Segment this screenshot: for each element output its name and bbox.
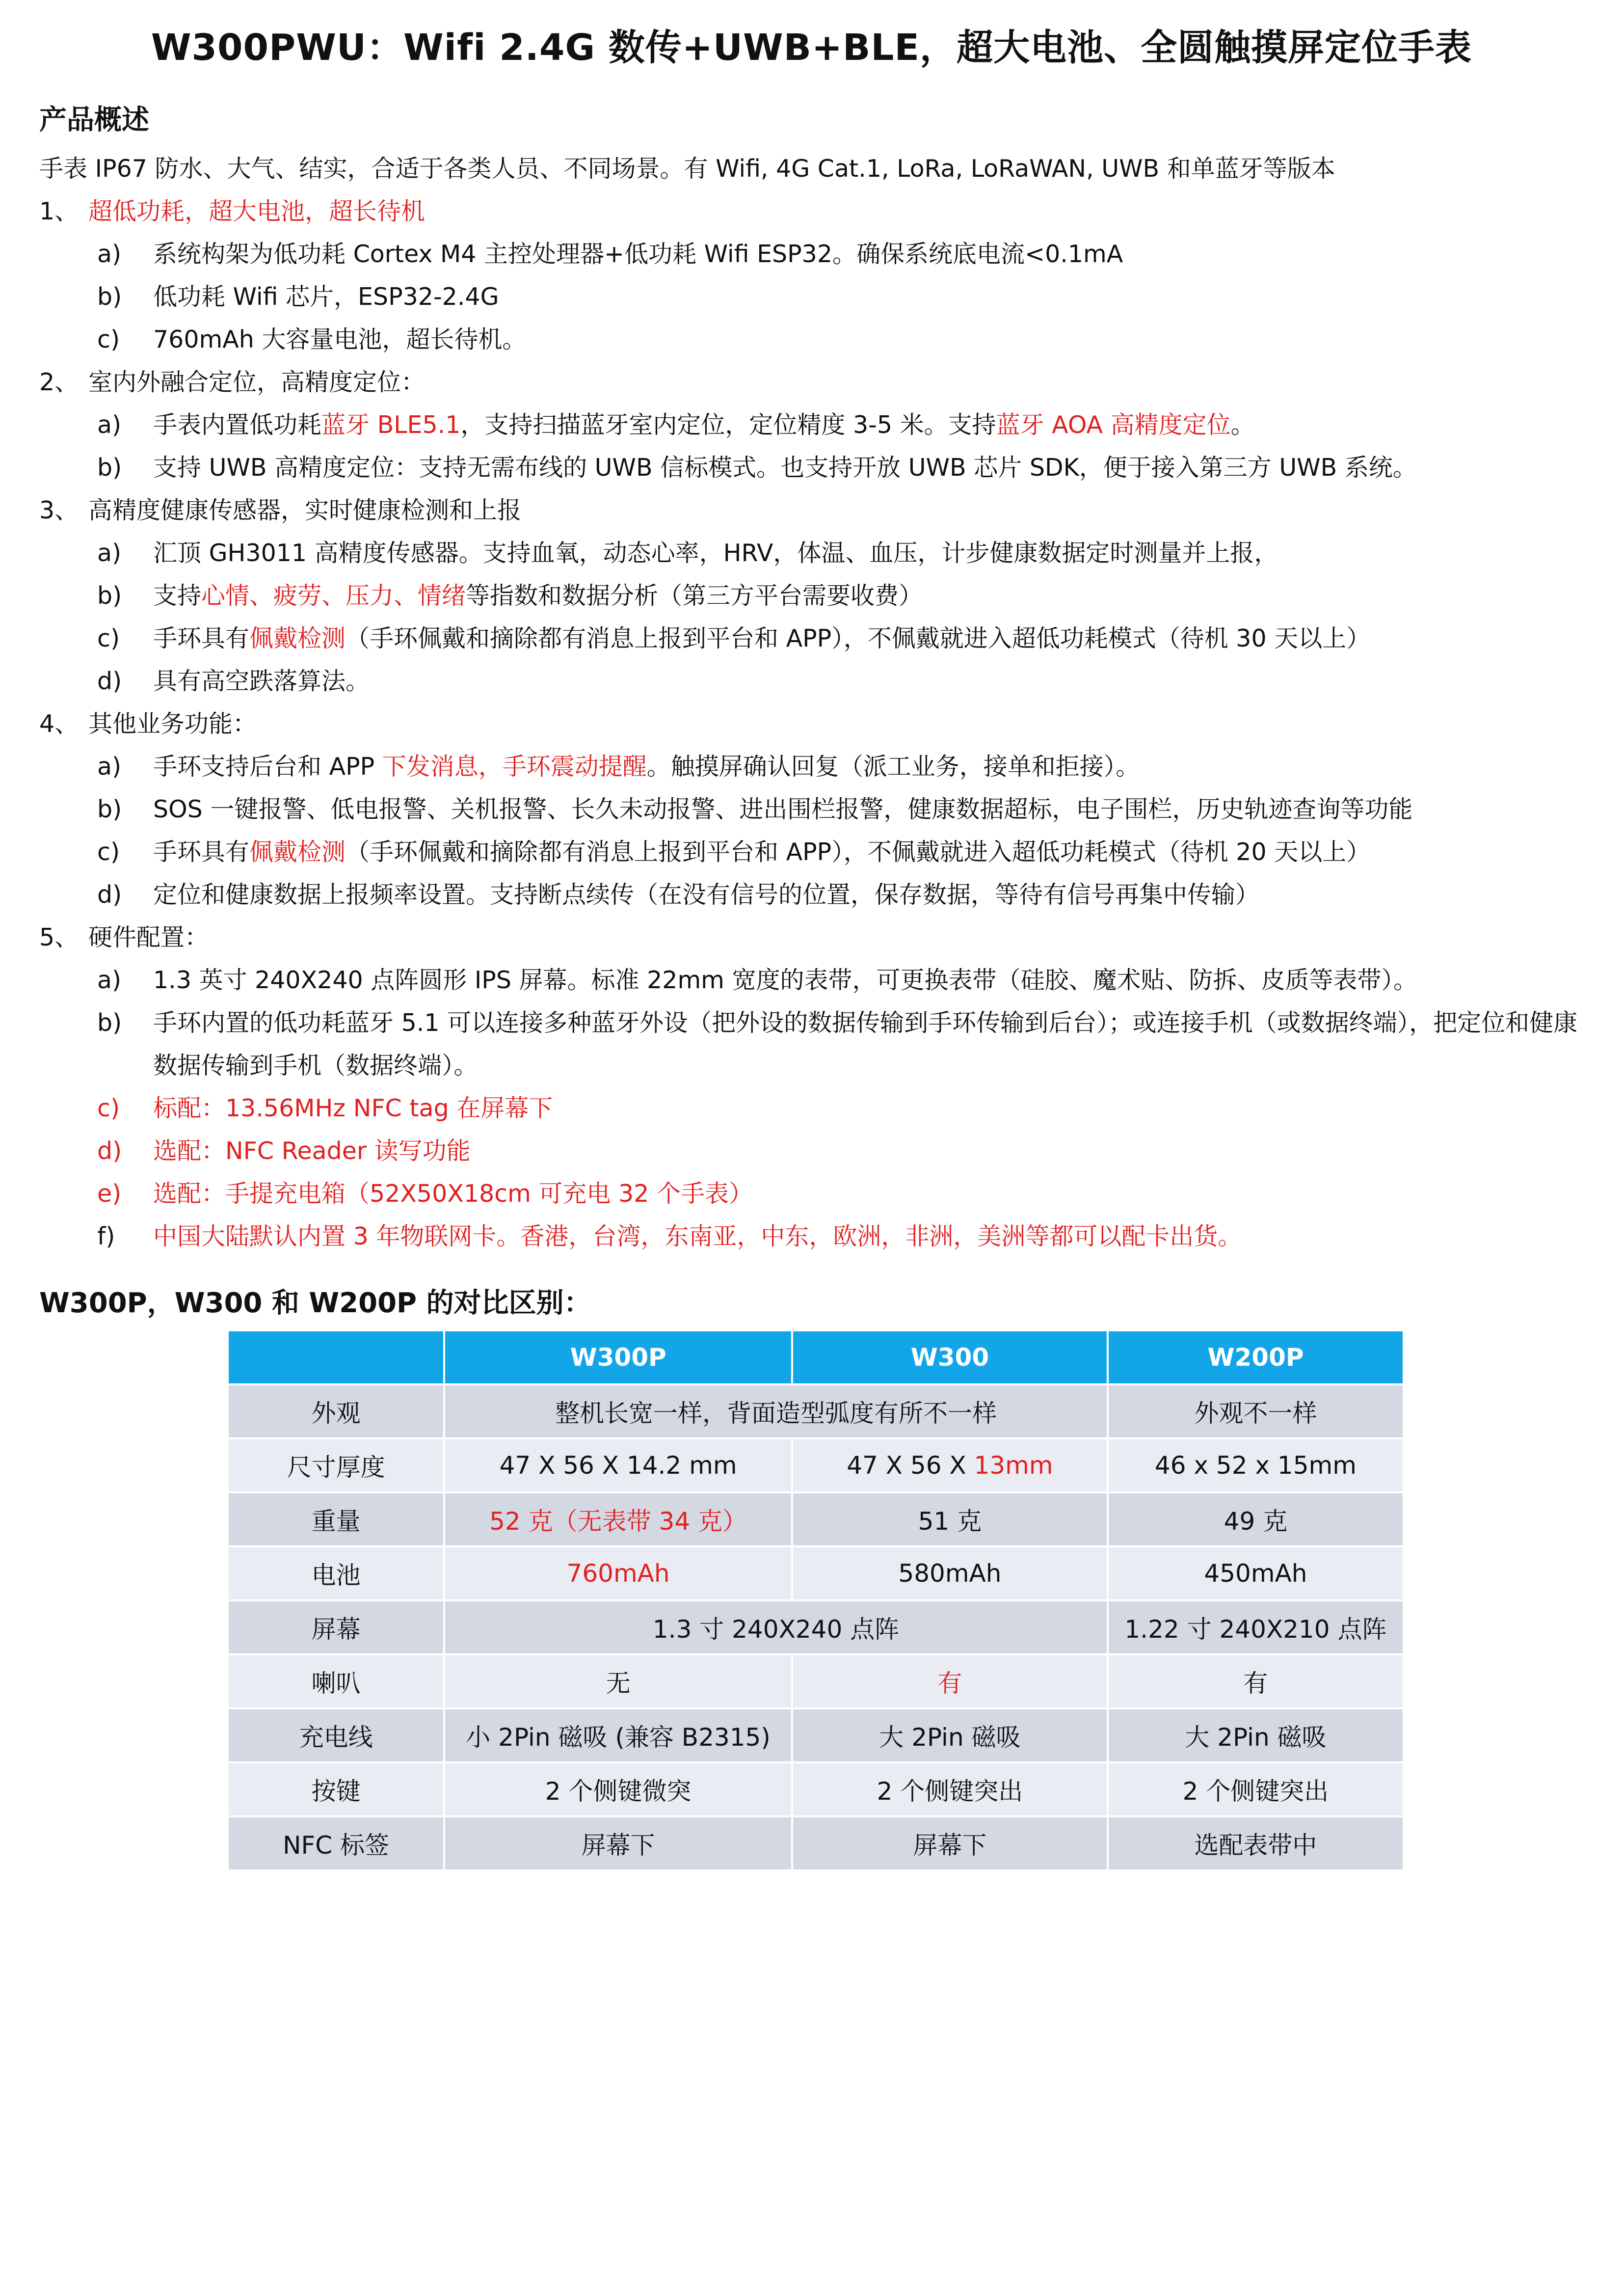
intro-text: 手表 IP67 防水、大气、结实，合适于各类人员、不同场景。有 Wifi, 4G Cat.1, LoRa, LoRaWAN, UWB 和单蓝牙等版本 (39, 155, 1335, 183)
section-3-heading (39, 489, 1600, 532)
item-label: c) (97, 838, 120, 866)
highlight-text: 心情、疲劳、压力、情绪 (201, 582, 466, 610)
item-label: a) (97, 411, 122, 439)
section-title: 其他业务功能： (88, 710, 257, 738)
table-cell: 有 (793, 1655, 1109, 1709)
table-cell: 580mAh (793, 1547, 1109, 1601)
section-title: 硬件配置： (88, 923, 209, 951)
table-cell: 大 2Pin 磁吸 (1109, 1709, 1405, 1763)
item-label: b) (97, 1009, 122, 1037)
table-cell: 2 个侧键微突 (445, 1763, 793, 1817)
section-number: 4、 (39, 710, 79, 738)
item-text: 定位和健康数据上报频率设置。支持断点续传（在没有信号的位置，保存数据，等待有信号再集中传输） (153, 881, 1260, 909)
section-2-heading (39, 361, 1600, 404)
list-item (39, 275, 1600, 318)
table-row (229, 1817, 1405, 1871)
table-cell: 有 (1109, 1655, 1405, 1709)
item-text: 支持心情、疲劳、压力、情绪等指数和数据分析（第三方平台需要收费） (153, 582, 923, 610)
table-cell: 小 2Pin 磁吸 (兼容 B2315) (445, 1709, 793, 1763)
section-number: 3、 (39, 496, 79, 524)
item-text: 手环具有佩戴检测（手环佩戴和摘除都有消息上报到平台和 APP），不佩戴就进入超低功耗模式（待机 30 天以上） (153, 624, 1371, 652)
header-cell: W300 (793, 1331, 1109, 1385)
table-row (229, 1601, 1405, 1655)
item-label: c) (97, 325, 120, 353)
list-item (39, 1172, 1600, 1215)
item-text: 手环内置的低功耗蓝牙 5.1 可以连接多种蓝牙外设（把外设的数据传输到手环传输到后台）；或连接手机（或数据终端），把定位和健康数据传输到手机（数据终端）。 (153, 1009, 1578, 1080)
item-text: 中国大陆默认内置 3 年物联网卡。香港，台湾，东南亚，中东，欧洲，非洲，美洲等都可以配卡出货。 (153, 1222, 1242, 1250)
item-text: SOS 一键报警、低电报警、关机报警、长久未动报警、进出围栏报警，健康数据超标，电子围栏，历史轨迹查询等功能 (153, 795, 1413, 823)
table-row (229, 1493, 1405, 1547)
section-title: 高精度健康传感器，实时健康检测和上报 (88, 496, 522, 524)
row-label: 喇叭 (229, 1655, 445, 1709)
section-number: 2、 (39, 368, 79, 396)
row-label: NFC 标签 (229, 1817, 445, 1871)
section-4-heading (39, 702, 1600, 745)
highlight-text: 蓝牙 AOA 高精度定位 (996, 411, 1231, 439)
table-row (229, 1547, 1405, 1601)
section-title: 室内外融合定位，高精度定位： (88, 368, 426, 396)
table-row (229, 1655, 1405, 1709)
highlight-text: 佩戴检测 (249, 838, 346, 866)
table-cell: 外观不一样 (1109, 1385, 1405, 1439)
overview-heading: 产品概述 (39, 104, 149, 136)
table-cell: 52 克（无表带 34 克） (445, 1493, 793, 1547)
list-item (39, 831, 1600, 873)
list-item (39, 1130, 1600, 1172)
list-item (39, 1001, 1600, 1087)
list-item (39, 745, 1600, 788)
item-label: c) (97, 624, 120, 652)
table-row (229, 1439, 1405, 1493)
table-row (229, 1709, 1405, 1763)
item-text: 汇顶 GH3011 高精度传感器。支持血氧，动态心率，HRV，体温、血压，计步健康数据定时测量并上报， (153, 539, 1278, 567)
row-label: 尺寸厚度 (229, 1439, 445, 1493)
item-text: 选配：手提充电箱（52X50X18cm 可充电 32 个手表） (153, 1180, 753, 1208)
table-cell: 760mAh (445, 1547, 793, 1601)
table-cell: 51 克 (793, 1493, 1109, 1547)
table-cell: 整机长宽一样，背面造型弧度有所不一样 (445, 1385, 1109, 1439)
highlight-text: 下发消息，手环震动提醒 (382, 753, 647, 781)
table-cell: 46 x 52 x 15mm (1109, 1439, 1405, 1493)
item-text: 1.3 英寸 240X240 点阵圆形 IPS 屏幕。标准 22mm 宽度的表带，可更换表带（硅胶、魔术贴、防拆、皮质等表带）。 (153, 966, 1417, 994)
section-title: 超低功耗，超大电池，超长待机 (88, 197, 426, 225)
table-header-row (229, 1331, 1405, 1385)
row-label: 电池 (229, 1547, 445, 1601)
row-label: 外观 (229, 1385, 445, 1439)
row-label: 重量 (229, 1493, 445, 1547)
item-text: 选配：NFC Reader 读写功能 (153, 1137, 471, 1165)
table-cell: 选配表带中 (1109, 1817, 1405, 1871)
item-text: 低功耗 Wifi 芯片，ESP32-2.4G (153, 283, 499, 311)
table-cell: 1.22 寸 240X210 点阵 (1109, 1601, 1405, 1655)
table-cell: 大 2Pin 磁吸 (793, 1709, 1109, 1763)
item-label: f) (97, 1222, 115, 1250)
item-label: a) (97, 240, 122, 268)
header-cell: W300P (445, 1331, 793, 1385)
comparison-table (229, 1331, 1405, 1871)
list-item (39, 788, 1600, 831)
item-label: b) (97, 283, 122, 311)
list-item (39, 1087, 1600, 1130)
item-label: b) (97, 582, 122, 610)
item-text: 标配：13.56MHz NFC tag 在屏幕下 (153, 1094, 553, 1122)
item-label: b) (97, 454, 122, 482)
table-cell: 450mAh (1109, 1547, 1405, 1601)
highlight-text: 蓝牙 BLE5.1 (321, 411, 461, 439)
list-item (39, 660, 1600, 702)
feature-list (39, 147, 1600, 1258)
table-cell: 1.3 寸 240X240 点阵 (445, 1601, 1109, 1655)
list-item (39, 404, 1600, 446)
highlight-text: 13mm (974, 1451, 1053, 1480)
item-label: a) (97, 966, 122, 994)
table-cell: 屏幕下 (793, 1817, 1109, 1871)
item-label: e) (97, 1180, 122, 1208)
item-text: 760mAh 大容量电池，超长待机。 (153, 325, 527, 353)
item-text: 系统构架为低功耗 Cortex M4 主控处理器+低功耗 Wifi ESP32。确保系统底电流<0.1mA (153, 240, 1123, 268)
list-item (39, 617, 1600, 660)
item-label: d) (97, 1137, 122, 1165)
table-cell: 无 (445, 1655, 793, 1709)
comparison-heading: W300P，W300 和 W200P 的对比区别： (39, 1287, 591, 1319)
table-cell: 2 个侧键突出 (793, 1763, 1109, 1817)
list-item (39, 233, 1600, 275)
item-label: a) (97, 539, 122, 567)
item-label: b) (97, 795, 122, 823)
section-number: 1、 (39, 197, 79, 225)
list-item (39, 318, 1600, 361)
header-cell: W200P (1109, 1331, 1405, 1385)
table-cell: 2 个侧键突出 (1109, 1763, 1405, 1817)
item-label: d) (97, 881, 122, 909)
table-cell: 47 X 56 X 13mm (793, 1439, 1109, 1493)
highlight-text: 佩戴检测 (249, 624, 346, 652)
table-row (229, 1763, 1405, 1817)
list-item (39, 873, 1600, 916)
item-text: 具有高空跌落算法。 (153, 667, 370, 695)
list-item (39, 959, 1600, 1001)
section-5-heading (39, 916, 1600, 959)
item-label: d) (97, 667, 122, 695)
list-item (39, 446, 1600, 489)
row-label: 充电线 (229, 1709, 445, 1763)
row-label: 按键 (229, 1763, 445, 1817)
item-label: c) (97, 1094, 120, 1122)
item-text: 支持 UWB 高精度定位：支持无需布线的 UWB 信标模式。也支持开放 UWB 芯片 SDK，便于接入第三方 UWB 系统。 (153, 454, 1417, 482)
table-cell: 49 克 (1109, 1493, 1405, 1547)
list-item (39, 1215, 1600, 1258)
section-number: 5、 (39, 923, 79, 951)
item-text: 手表内置低功耗蓝牙 BLE5.1，支持扫描蓝牙室内定位，定位精度 3-5 米。支持蓝牙 AOA 高精度定位。 (153, 411, 1255, 439)
item-label: a) (97, 753, 122, 781)
table-cell: 47 X 56 X 14.2 mm (445, 1439, 793, 1493)
table-row (229, 1385, 1405, 1439)
list-item (39, 574, 1600, 617)
header-cell (229, 1331, 445, 1385)
row-label: 屏幕 (229, 1601, 445, 1655)
table-cell: 屏幕下 (445, 1817, 793, 1871)
page-title: W300PWU：Wifi 2.4G 数传+UWB+BLE，超大电池、全圆触摸屏定位手表 (151, 27, 1472, 69)
item-text: 手环支持后台和 APP 下发消息，手环震动提醒。触摸屏确认回复（派工业务，接单和拒接）。 (153, 753, 1140, 781)
list-item (39, 532, 1600, 574)
section-1-heading (39, 190, 1600, 233)
item-text: 手环具有佩戴检测（手环佩戴和摘除都有消息上报到平台和 APP），不佩戴就进入超低功耗模式（待机 20 天以上） (153, 838, 1371, 866)
